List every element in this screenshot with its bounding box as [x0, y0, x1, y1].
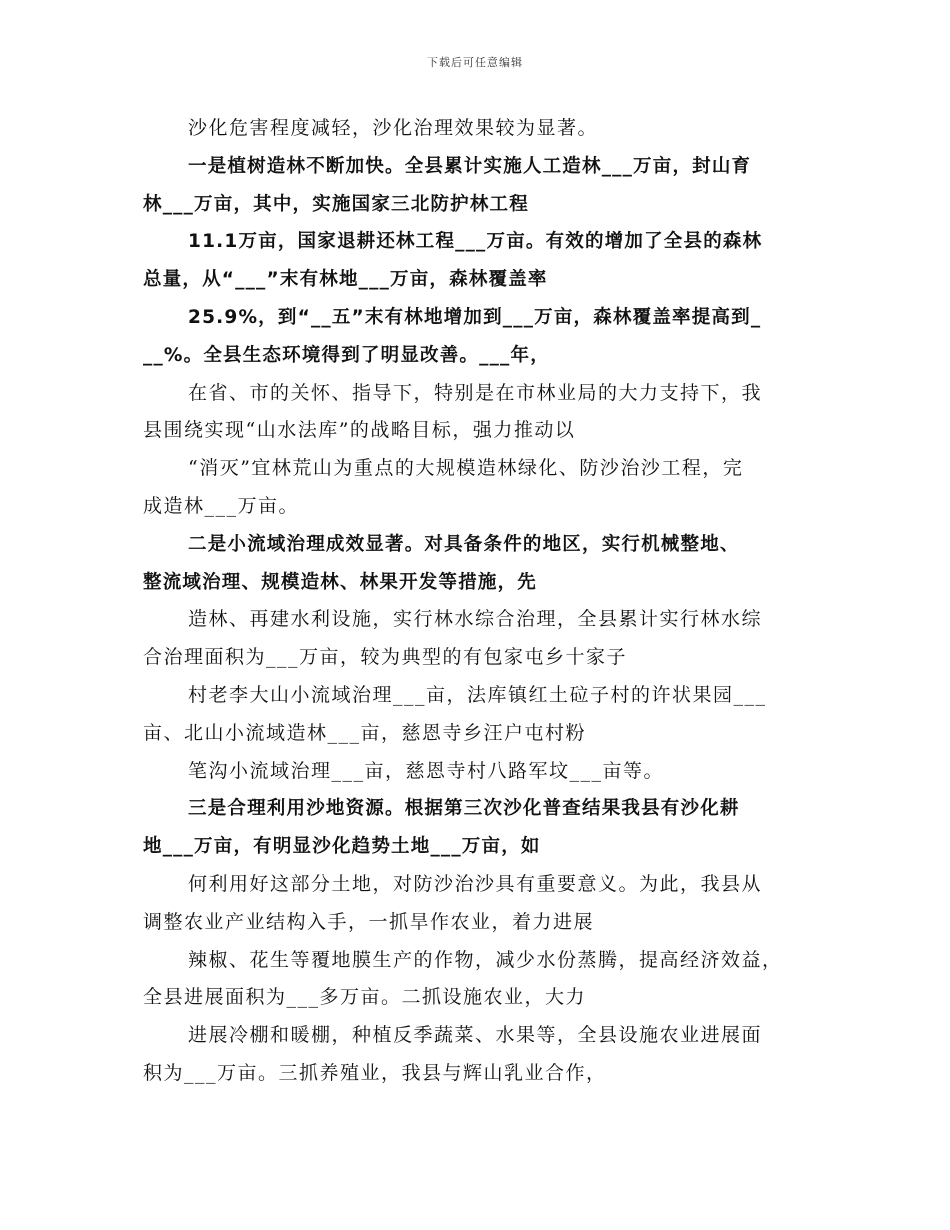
text-line: 三是合理利用沙地资源。根据第三次沙化普查结果我县有沙化耕	[188, 798, 740, 820]
text-line: 二是小流域治理成效显著。对具备条件的地区，实行机械整地、	[188, 533, 740, 555]
document-body	[143, 110, 815, 1093]
text-line: 合治理面积为___万亩，较为典型的有包家屯乡十家子	[143, 646, 628, 669]
text-line: 地___万亩，有明显沙化趋势土地___万亩，如	[143, 836, 541, 858]
text-line: 进展冷棚和暖棚，种植反季蔬菜、水果等，全县设施农业进展面	[188, 1024, 763, 1047]
text-line: __%。全县生态环境得到了明显改善。___年，	[143, 344, 550, 366]
text-line: 沙化危害程度减轻，沙化治理效果较为显著。	[188, 117, 599, 139]
text-line: 整流域治理、规模造林、林果开发等措施，先	[143, 571, 538, 593]
text-line: 造林、再建水利设施，实行林水综合治理，全县累计实行林水综	[188, 608, 763, 631]
page-header: 下载后可任意编辑	[427, 56, 523, 69]
text-line: 县围绕实现“山水法库”的战略目标，强力推动以	[143, 419, 576, 442]
text-line: 笔沟小流域治理___亩，慈恩寺村八路军坟___亩等。	[188, 759, 665, 782]
text-line: 在省、市的关怀、指导下，特别是在市林业局的大力支持下，我	[188, 381, 763, 404]
text-line: 成造林___万亩。	[143, 494, 300, 517]
text-line: 总量，从“___”末有林地___万亩，森林覆盖率	[143, 269, 548, 291]
text-line: 一是植树造林不断加快。全县累计实施人工造林___万亩，封山育	[188, 155, 752, 177]
text-line: 调整农业产业结构入手，一抓旱作农业，着力进展	[143, 910, 595, 933]
text-line: 积为___万亩。三抓养殖业，我县与辉山乳业合作，	[143, 1061, 607, 1084]
text-line: 何利用好这部分土地，对防沙治沙具有重要意义。为此，我县从	[188, 872, 763, 895]
text-line: 村老李大山小流域治理___亩，法库镇红土砬子村的许状果园___	[188, 683, 767, 706]
text-line: 11.1万亩，国家退耕还林工程___万亩。有效的增加了全县的森林	[188, 231, 763, 253]
text-line: 25.9%，到“__五”末有林地增加到___万亩，森林覆盖率提高到_	[188, 306, 762, 328]
text-line: “消灭”宜林荒山为重点的大规模造林绿化、防沙治沙工程，完	[188, 457, 744, 480]
text-line: 辣椒、花生等覆地膜生产的作物，减少水份蒸腾，提高经济效益，	[188, 948, 783, 971]
text-line: 全县进展面积为___多万亩。二抓设施农业，大力	[143, 986, 587, 1009]
text-line: 亩、北山小流域造林___亩，慈恩寺乡汪户屯村粉	[143, 721, 587, 744]
text-line: 林___万亩，其中，实施国家三北防护林工程	[143, 193, 529, 215]
